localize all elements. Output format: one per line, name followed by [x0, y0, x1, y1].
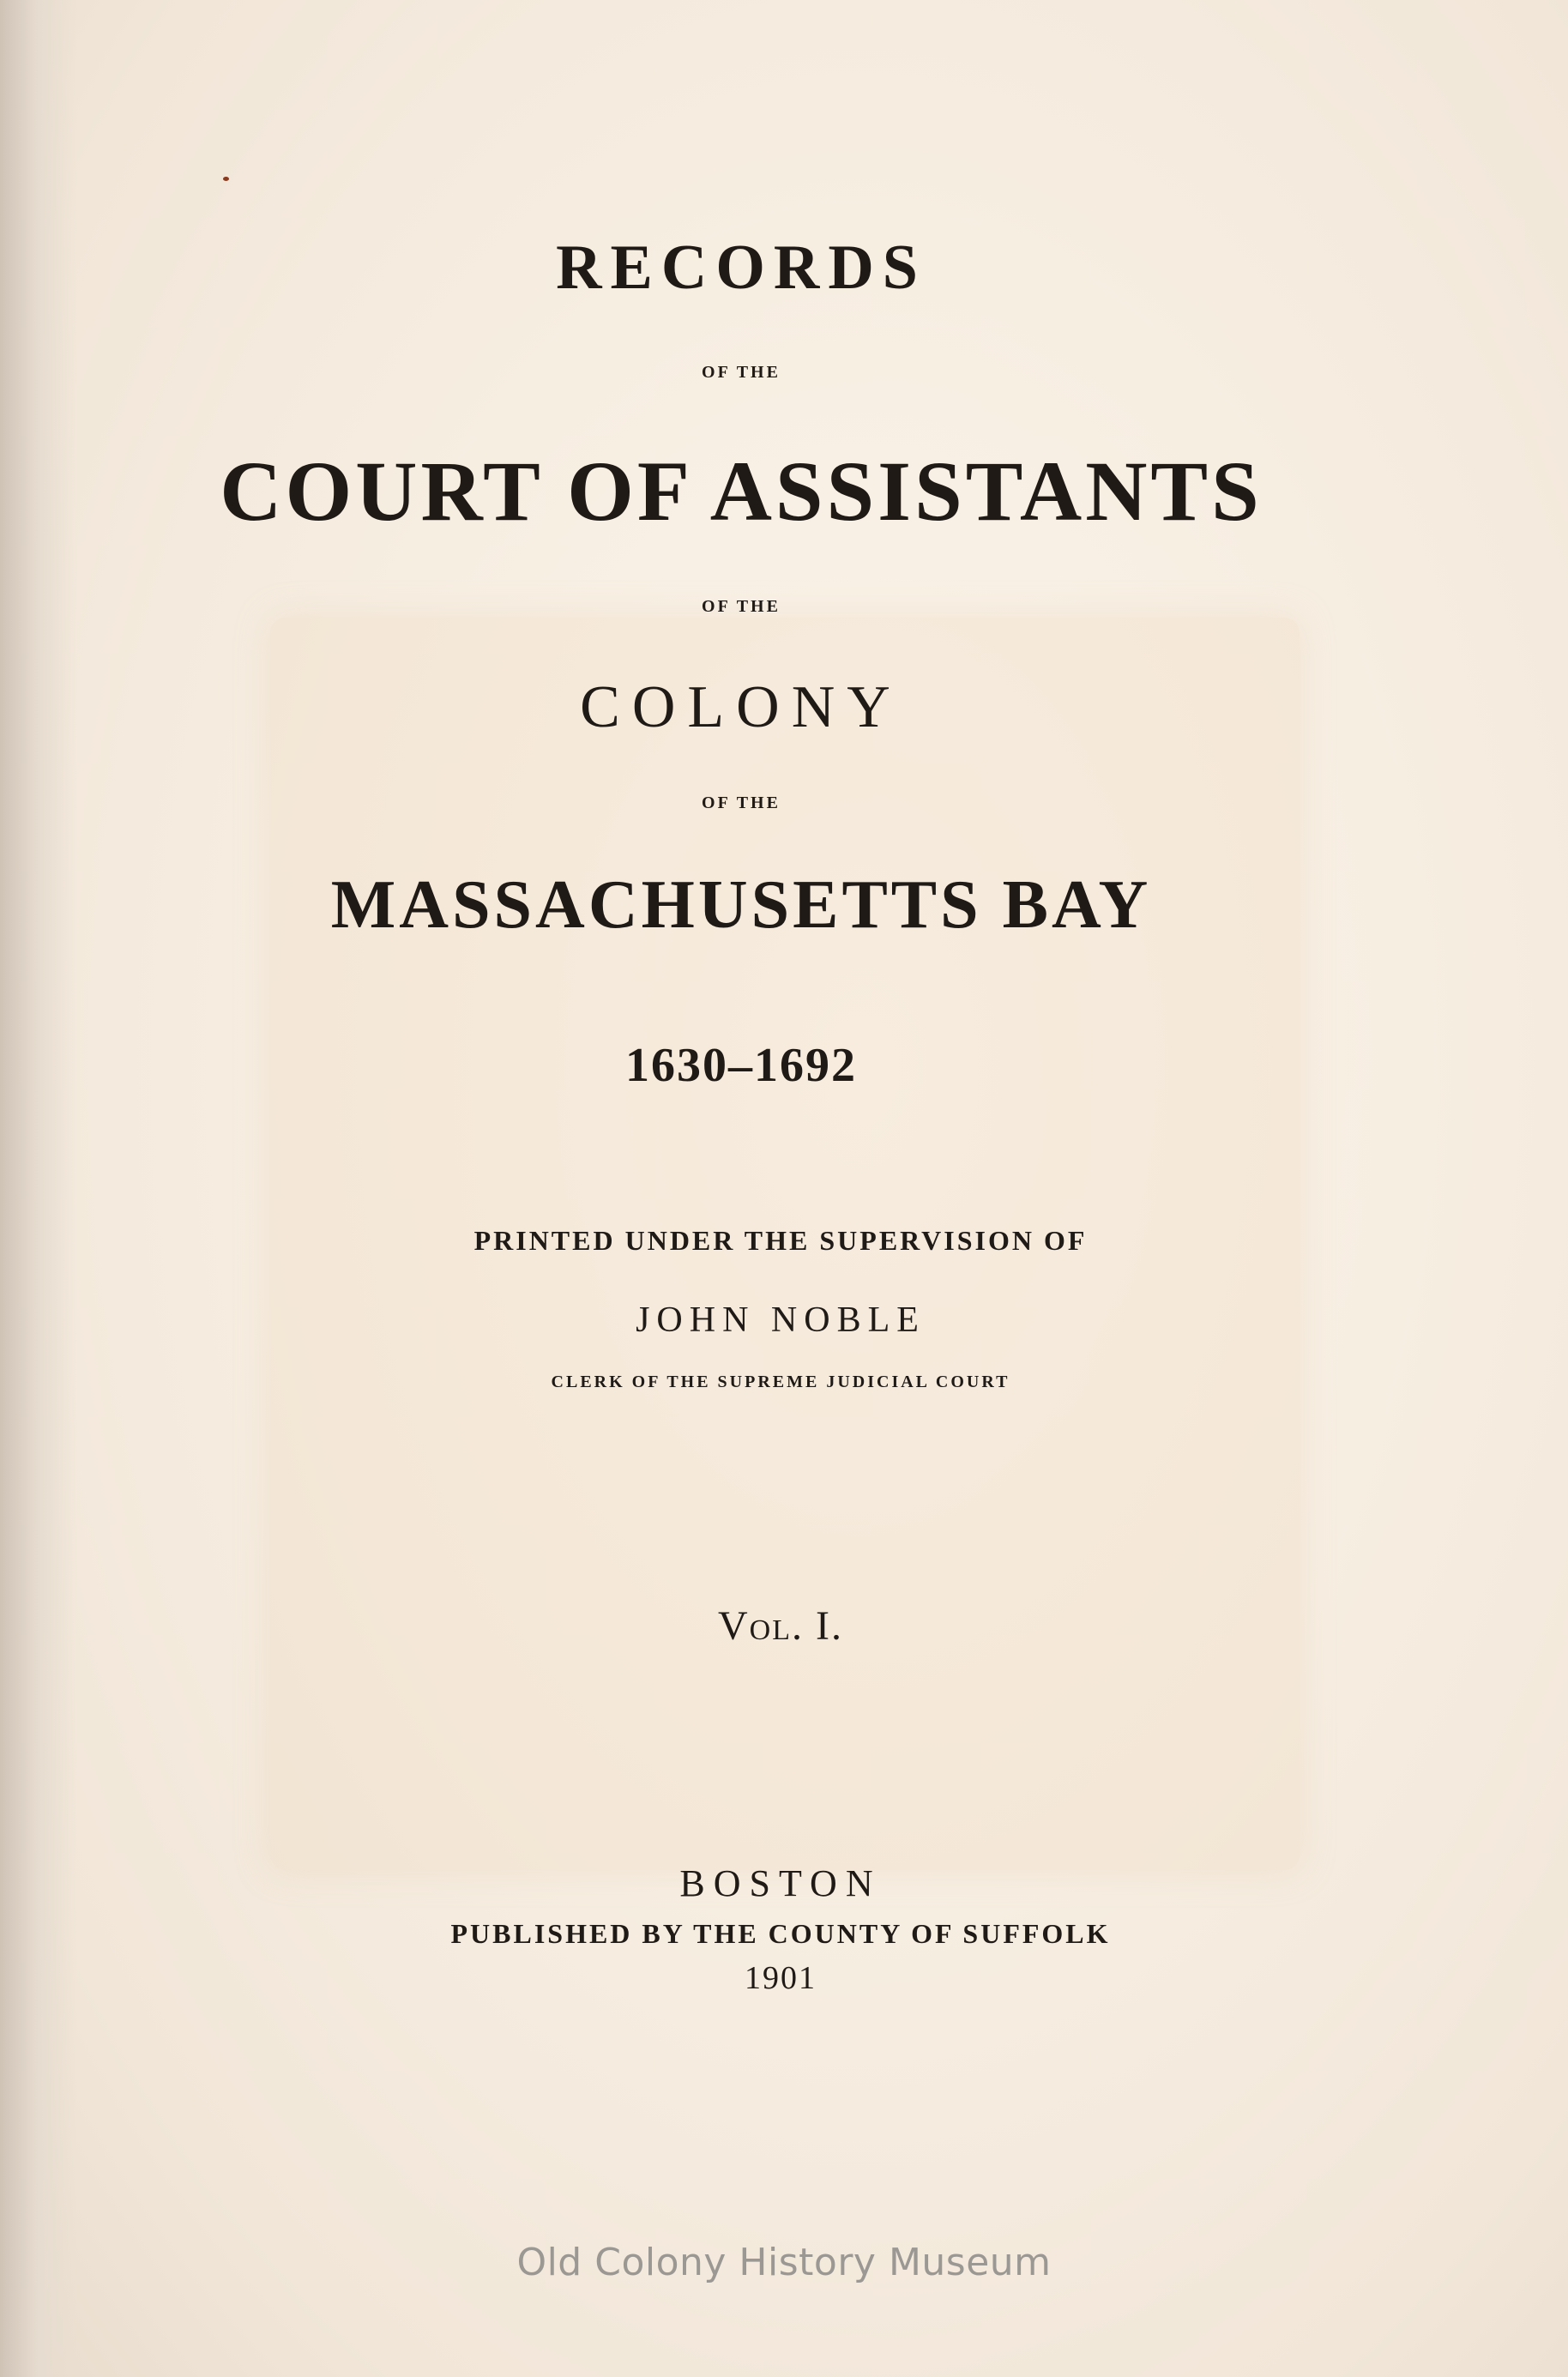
ink-speck — [223, 177, 229, 181]
museum-watermark: Old Colony History Museum — [516, 2241, 1052, 2284]
of-the-line-2: OF THE — [702, 597, 781, 616]
imprint-year: 1901 — [745, 1960, 817, 1996]
date-range: 1630–1692 — [625, 1039, 857, 1092]
of-the-line-3: OF THE — [702, 793, 781, 812]
editor-title: CLERK OF THE SUPREME JUDICIAL COURT — [551, 1373, 1010, 1391]
title-massachusetts-bay: MASSACHUSETTS BAY — [330, 867, 1152, 943]
editor-name: JOHN NOBLE — [636, 1300, 926, 1340]
imprint-publisher: PUBLISHED BY THE COUNTY OF SUFFOLK — [450, 1918, 1111, 1949]
title-records: RECORDS — [556, 232, 926, 303]
title-court-of-assistants: COURT OF ASSISTANTS — [220, 443, 1263, 539]
volume-number: Vol. I. — [718, 1603, 843, 1649]
printed-under-line: PRINTED UNDER THE SUPERVISION OF — [473, 1225, 1088, 1256]
title-colony: COLONY — [580, 674, 902, 740]
imprint-city: BOSTON — [679, 1862, 882, 1904]
of-the-line-1: OF THE — [702, 363, 781, 382]
